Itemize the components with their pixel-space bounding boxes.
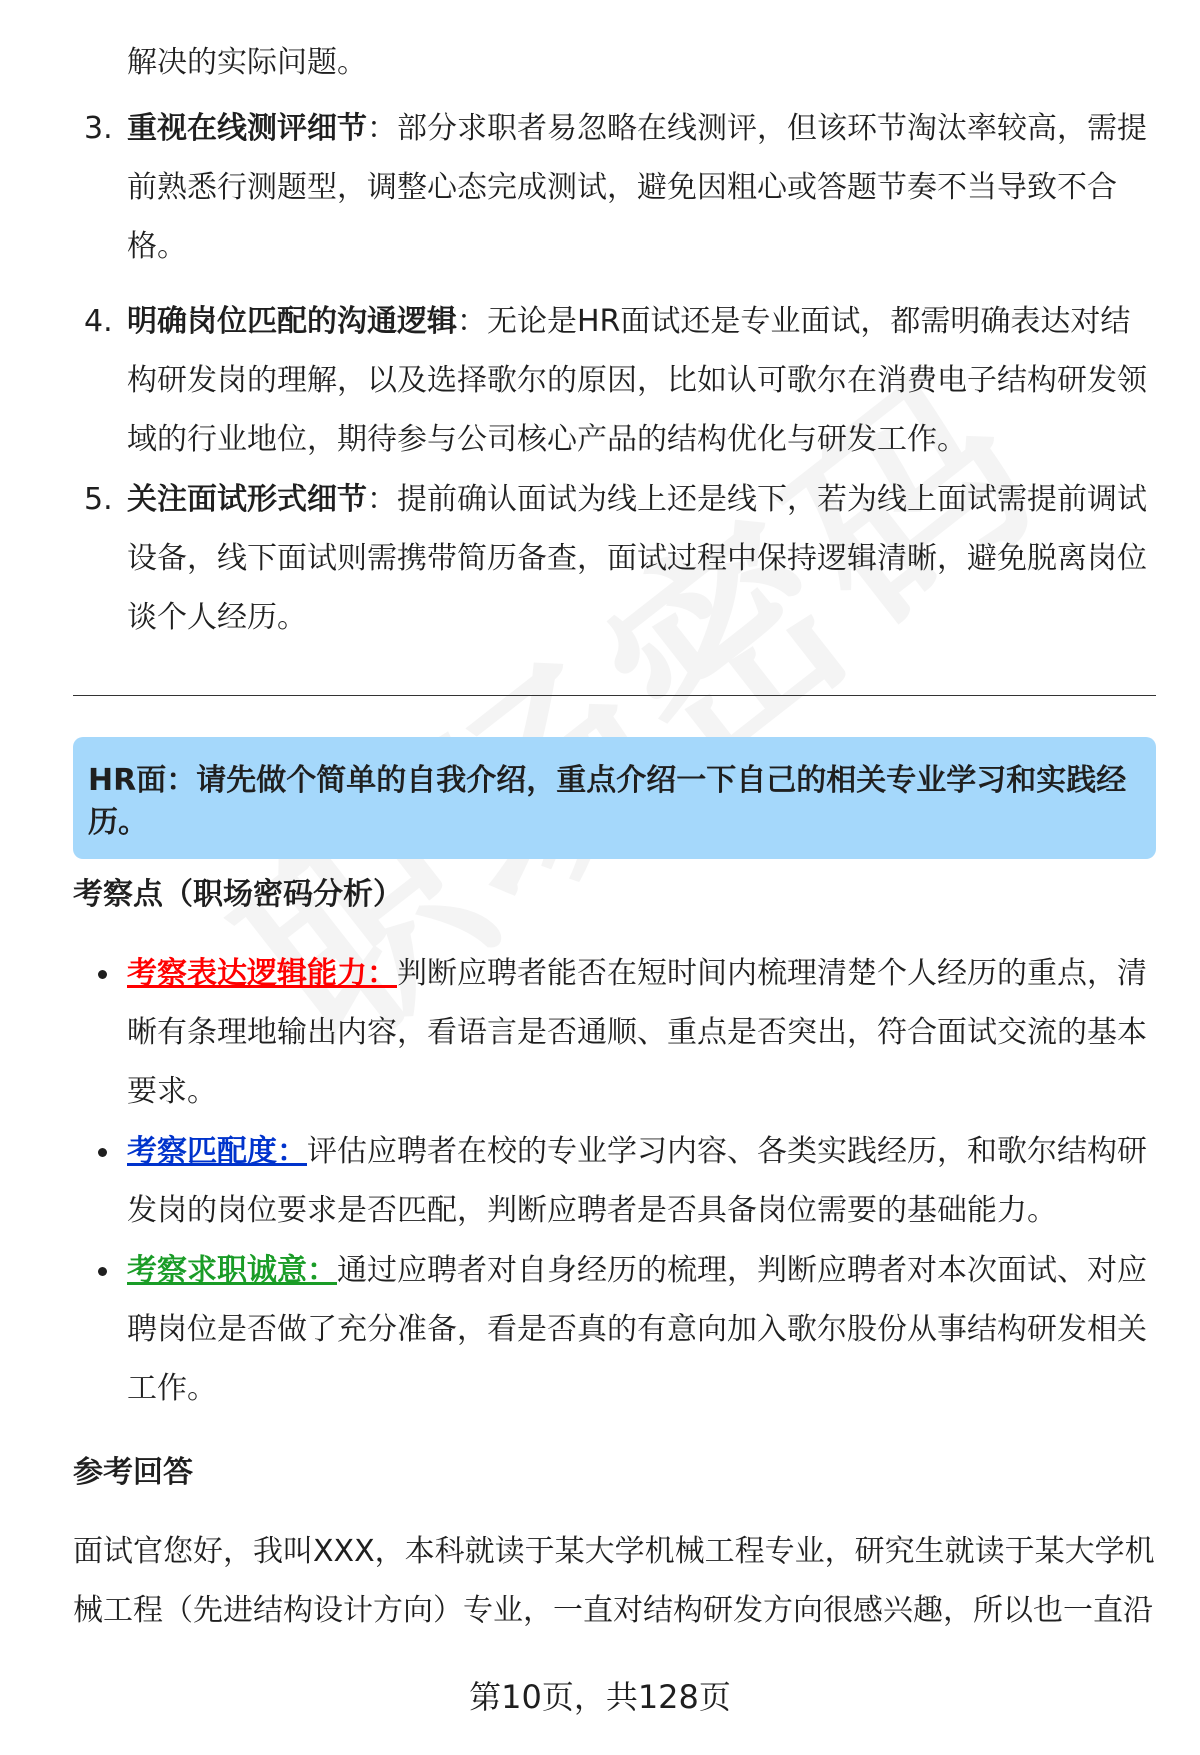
section-divider: [73, 695, 1156, 696]
point-body: [127, 1122, 1157, 1240]
point-body: [127, 1241, 1157, 1418]
page-number: 第10页，共128页: [469, 1678, 731, 1716]
bullet-dot: [98, 1148, 107, 1157]
question-text: HR面：请先做个简单的自我介绍，重点介绍一下自己的相关专业学习和实践经历。: [88, 763, 1127, 840]
tip-number: 3.: [84, 111, 113, 146]
tip-body: [127, 470, 1157, 647]
point-label: 考察匹配度：: [127, 1134, 307, 1169]
tip-body: [127, 292, 1157, 469]
tip-title: 明确岗位匹配的沟通逻辑: [127, 304, 457, 339]
answer-text: 面试官您好，我叫XXX，本科就读于某大学机械工程专业，研究生就读于某大学机械工程（先进结构设计方向）专业，一直对结构研发方向很感兴趣，所以也一直沿: [73, 1534, 1155, 1628]
point-text: 通过应聘者对自身经历的梳理，判断应聘者对本次面试、对应聘岗位是否做了充分准备，看是否真的有意向加入歌尔股份从事结构研发相关工作。: [127, 1253, 1147, 1406]
analysis-heading: 考察点（职场密码分析）: [73, 877, 403, 912]
tip-text: ：无论是HR面试还是专业面试，都需明确表达对结构研发岗的理解，以及选择歌尔的原因，比如认可歌尔在消费电子结构研发领域的行业地位，期待参与公司核心产品的结构优化与研发工作。: [127, 304, 1147, 457]
point-text: 判断应聘者能否在短时间内梳理清楚个人经历的重点，清晰有条理地输出内容，看语言是否通顺、重点是否突出，符合面试交流的基本要求。: [127, 956, 1147, 1109]
tip-number: 5.: [84, 482, 113, 517]
tip-text: ：部分求职者易忽略在线测评，但该环节淘汰率较高，需提前熟悉行测题型，调整心态完成测试，避免因粗心或答题节奏不当导致不合格。: [127, 111, 1147, 264]
tip-number: 4.: [84, 304, 113, 339]
point-body: [127, 944, 1157, 1121]
tip-body: [127, 99, 1157, 276]
tip-title: 关注面试形式细节: [127, 482, 367, 517]
intro-tail-text: 解决的实际问题。: [127, 45, 367, 80]
point-label: 考察求职诚意：: [127, 1253, 337, 1288]
bullet-dot: [98, 1267, 107, 1276]
tip-title: 重视在线测评细节: [127, 111, 367, 146]
answer-heading: 参考回答: [73, 1455, 193, 1490]
point-text: 评估应聘者在校的专业学习内容、各类实践经历，和歌尔结构研发岗的岗位要求是否匹配，判断应聘者是否具备岗位需要的基础能力。: [127, 1134, 1147, 1228]
bullet-dot: [98, 970, 107, 979]
point-label: 考察表达逻辑能力：: [127, 956, 397, 991]
tip-text: ：提前确认面试为线上还是线下，若为线上面试需提前调试设备，线下面试则需携带简历备查，面试过程中保持逻辑清晰，避免脱离岗位谈个人经历。: [127, 482, 1147, 635]
question-box: [73, 737, 1156, 859]
